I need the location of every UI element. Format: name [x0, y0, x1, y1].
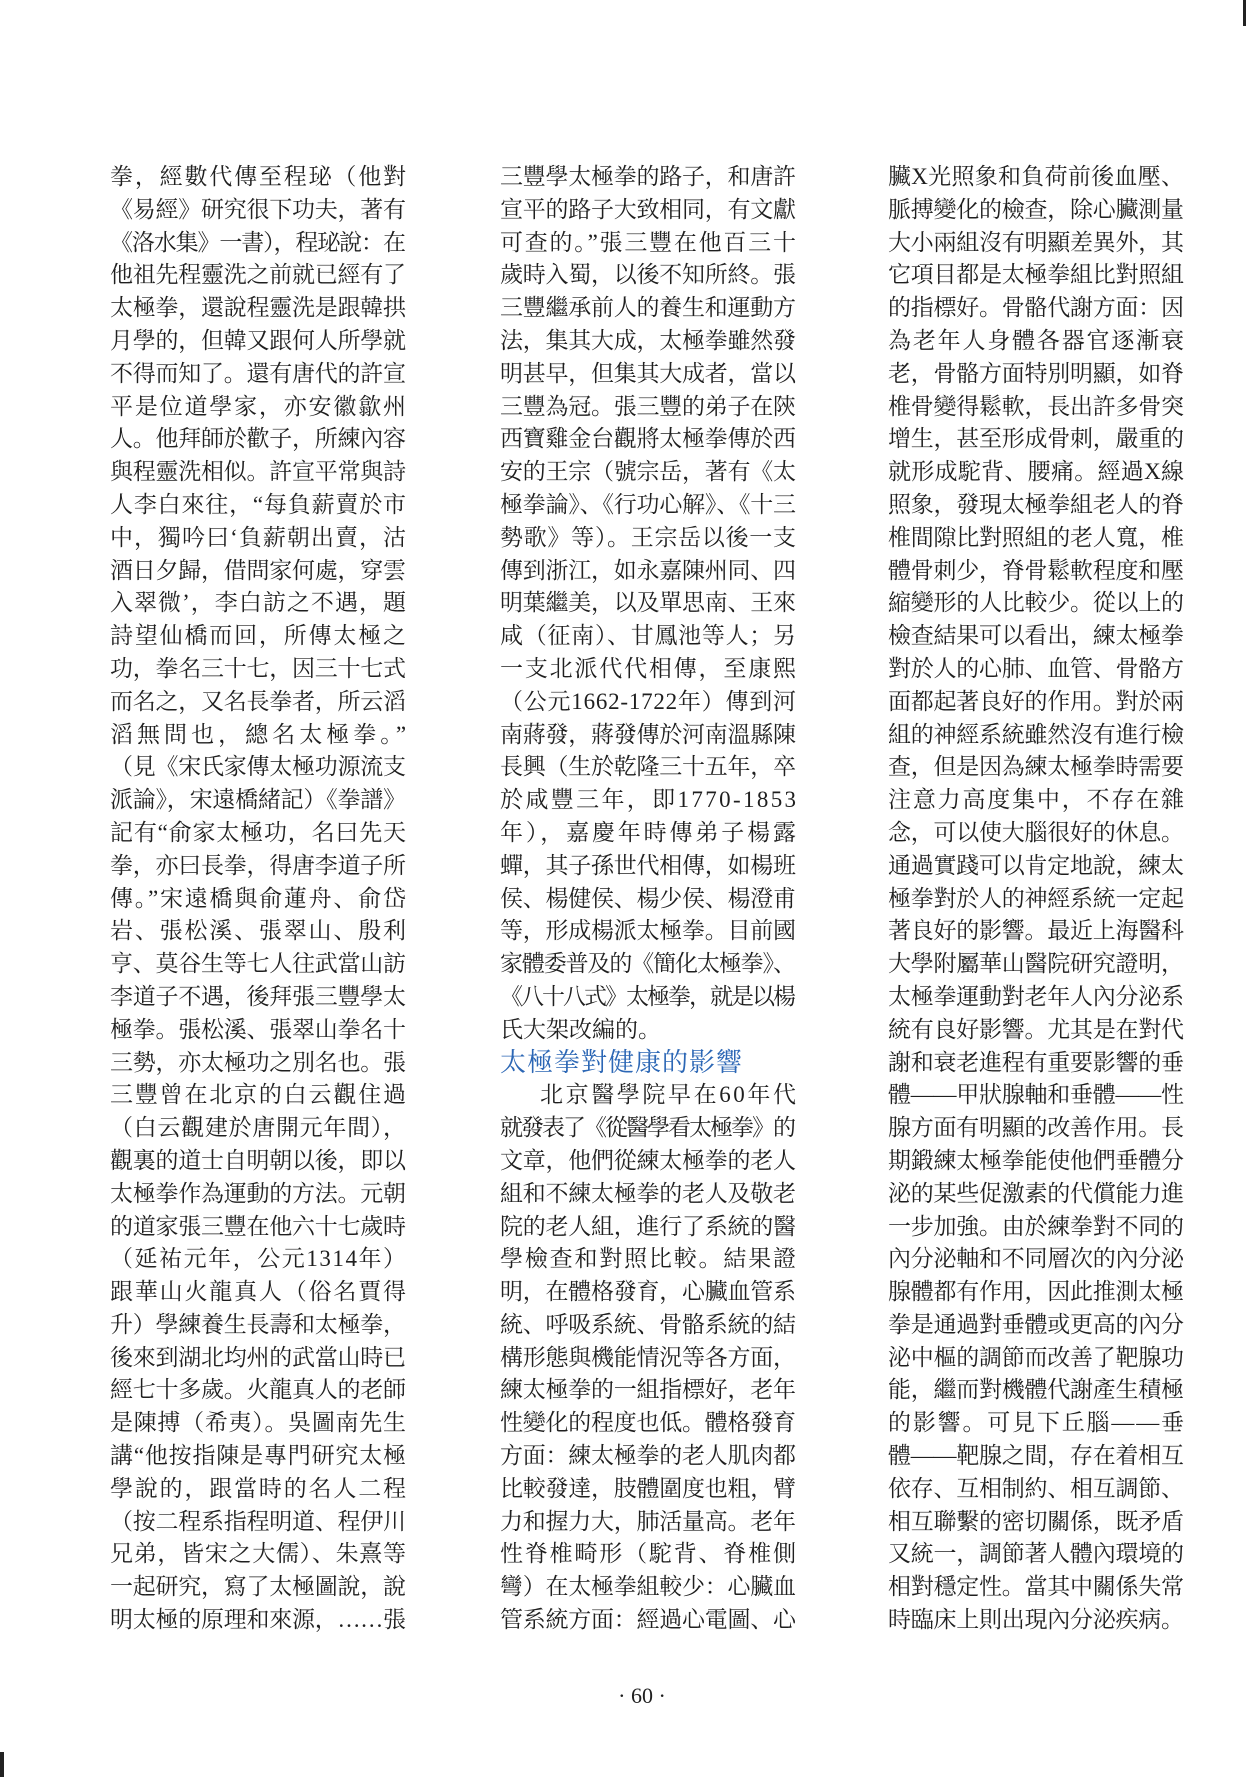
text-line: 《八十八式》太極拳，就是以楊: [500, 983, 794, 1009]
text-line: 能，繼而對機體代謝產生積極: [888, 1377, 1184, 1403]
text-line: 三豐曾在北京的白云觀住過: [110, 1082, 408, 1108]
page-number: · 60 ·: [618, 1683, 666, 1708]
text-line: 椎間隙比對照組的老人寬，椎: [888, 524, 1184, 550]
text-line: 泌中樞的調節而改善了靶腺功: [888, 1344, 1184, 1370]
text-line: 功，拳名三十七，因三十七式: [110, 655, 406, 681]
text-line: 等，形成楊派太極拳。目前國: [500, 918, 796, 944]
text-line: 法，集其大成，太極拳雖然發: [500, 327, 796, 353]
text-line: 《洛水集》一書），程珌說：在: [110, 229, 405, 255]
text-line: （白云觀建於唐開元年間），: [110, 1115, 407, 1141]
text-line: 注意力高度集中，不存在雜: [888, 787, 1186, 813]
text-line: 查，但是因為練太極拳時需要: [888, 754, 1184, 780]
text-line: 亨、莫谷生等七人往武當山訪: [110, 951, 406, 977]
paragraph: [500, 161, 799, 1047]
text-line: 一支北派代代相傳，至康熙: [500, 655, 798, 681]
text-line: 著良好的影響。最近上海醫科: [888, 918, 1184, 944]
text-line: 相對穩定性。當其中關係失常: [888, 1574, 1184, 1600]
text-line: 面都起著良好的作用。對於兩: [888, 688, 1184, 714]
text-line: 於咸豐三年，即1770-1853: [500, 787, 799, 813]
text-line: 跟華山火龍真人（俗名賈得: [110, 1279, 408, 1305]
text-line: 性變化的程度也低。體格發育: [500, 1410, 796, 1436]
text-line: 兄弟，皆宋之大儒）、朱熹等: [110, 1541, 407, 1567]
text-line: 組和不練太極拳的老人及敬老: [500, 1180, 796, 1206]
text-line: 學檢查和對照比較。結果證: [500, 1246, 798, 1272]
text-line: 腺方面有明顯的改善作用。長: [888, 1115, 1184, 1141]
text-line: 三豐為冠。張三豐的弟子在陝: [500, 393, 796, 419]
text-line: 極拳論》、《行功心解》、《十三: [500, 491, 796, 517]
text-line: 太極拳運動對老年人內分泌系: [888, 983, 1184, 1009]
text-line: 長興（生於乾隆三十五年，卒: [500, 754, 796, 780]
text-line: 後來到湖北均州的武當山時已: [110, 1344, 406, 1370]
text-line: （延祐元年，公元1314年）: [110, 1246, 408, 1272]
text-line: 安的王宗（號宗岳，著有《太: [500, 459, 796, 485]
text-line: 謝和衰老進程有重要影響的垂: [888, 1049, 1184, 1075]
text-line: 詩望仙橋而回，所傳太極之: [110, 623, 408, 649]
text-line: 臟X光照象和負荷前後血壓、: [888, 164, 1185, 189]
text-line: 他祖先程靈洗之前就已經有了: [110, 262, 406, 288]
text-line: 明太極的原理和來源，……張: [110, 1607, 406, 1633]
text-line: 檢查結果可以看出，練太極拳: [888, 623, 1184, 649]
text-line: 升）學練養生長壽和太極拳，: [110, 1311, 406, 1337]
text-line: 體骨刺少，脊骨鬆軟程度和壓: [888, 557, 1184, 583]
text-line: 人。他拜師於歡子，所練內容: [110, 426, 406, 452]
text-line: 椎骨變得鬆軟，長出許多骨突: [888, 393, 1184, 419]
text-column-left: [110, 161, 411, 1637]
text-line: 依存、互相制約、相互調節、: [888, 1475, 1184, 1501]
text-line: 傳到浙江，如永嘉陳州同、四: [500, 557, 796, 583]
text-line: 性脊椎畸形（駝背、脊椎側: [500, 1541, 798, 1567]
text-line: 歲時入蜀，以後不知所終。張: [500, 262, 796, 288]
text-line: 侯、楊健侯、楊少侯、楊澄甫: [500, 885, 796, 911]
text-line: 照象，發現太極拳組老人的脊: [888, 491, 1184, 517]
text-column-middle: [500, 161, 799, 1637]
text-line: 體——甲狀腺軸和垂體——性: [888, 1082, 1184, 1108]
text-line: 三豐繼承前人的養生和運動方: [500, 295, 796, 321]
text-line: （公元1662-1722年）傳到河: [500, 688, 797, 714]
text-line: 李道子不遇，後拜張三豐學太: [110, 983, 406, 1009]
text-line: 時臨床上則出現內分泌疾病。: [888, 1607, 1184, 1633]
text-line: 就形成駝背、腰痛。經過X線: [888, 459, 1185, 485]
text-line: 人李白來往，“每負薪賣於市: [110, 491, 407, 517]
text-line: 組的神經系統雖然沒有進行檢: [888, 721, 1184, 747]
text-line: 極拳對於人的神經系統一定起: [888, 885, 1184, 911]
text-line: 統、呼吸系統、骨骼系統的結: [500, 1311, 796, 1337]
text-line: 不得而知了。還有唐代的許宣: [110, 360, 406, 386]
text-line: 三豐學太極拳的路子，和唐許: [500, 164, 796, 189]
text-line: 院的老人組，進行了系統的醫: [500, 1213, 796, 1239]
text-line: 記有“俞家太極功，名曰先天: [110, 819, 407, 845]
text-line: 觀裏的道士自明朝以後，即以: [110, 1147, 406, 1173]
text-line: 的指標好。骨骼代謝方面：因: [888, 295, 1184, 321]
text-line: 就發表了《從醫學看太極拳》的: [500, 1115, 794, 1141]
text-line: 脈搏變化的檢查，除心臟測量: [888, 196, 1184, 222]
text-line: 期鍛練太極拳能使他們垂體分: [888, 1147, 1184, 1173]
text-line: （按二程系指程明道、程伊川: [110, 1508, 406, 1534]
text-line: 縮變形的人比較少。從以上的: [888, 590, 1184, 616]
text-line: 入翠微’，李白訪之不遇，題: [110, 590, 408, 616]
paragraph: [888, 161, 1184, 1637]
text-line: 的影響。可見下丘腦——垂: [888, 1410, 1186, 1436]
text-line: 極拳。張松溪、張翠山拳名十: [110, 1016, 406, 1042]
text-line: 明，在體格發育，心臟血管系: [500, 1279, 796, 1305]
text-line: 內分泌軸和不同層次的內分泌: [888, 1246, 1184, 1272]
text-line: 念，可以使大腦很好的休息。: [888, 819, 1184, 845]
text-line: 太極拳，還說程靈洗是跟韓拱: [110, 295, 406, 321]
text-line: 月學的，但韓又跟何人所學就: [110, 327, 406, 353]
text-line: 泌的某些促激素的代償能力進: [888, 1180, 1184, 1206]
text-line: 它項目都是太極拳組比對照組: [888, 262, 1184, 288]
paragraph: [110, 161, 411, 1637]
text-line: 體——靶腺之間，存在着相互: [888, 1443, 1184, 1469]
text-line: 岩、張松溪、張翠山、殷利: [110, 918, 408, 944]
text-line: 拳是通過對垂體或更高的內分: [888, 1311, 1184, 1337]
text-line: 管系統方面：經過心電圖、心: [500, 1607, 796, 1633]
text-line: 大小兩組沒有明顯差異外，其: [888, 229, 1184, 255]
text-line: 而名之，又名長拳者，所云滔: [110, 688, 406, 714]
text-line: 滔無問也，總名太極拳。”: [110, 721, 411, 747]
text-line: 為老年人身體各器官逐漸衰: [888, 327, 1186, 353]
text-line: 的道家張三豐在他六十七歲時: [110, 1213, 406, 1239]
text-line: 腺體都有作用，因此推測太極: [888, 1279, 1184, 1305]
text-line: 家體委普及的《簡化太極拳》、: [500, 951, 795, 977]
text-line: 傳。”宋遠橋與俞蓮舟、俞岱: [110, 885, 408, 911]
text-line: 構形態與機能情況等各方面，: [500, 1344, 796, 1370]
text-line: 拳，經數代傳至程珌（他對: [110, 164, 408, 189]
text-line: 氏大架改編的。: [500, 1016, 661, 1042]
text-line: 《易經》研究很下功夫，著有: [110, 196, 406, 222]
text-line: 可查的。”張三豐在他百三十: [500, 229, 798, 255]
text-line: 派論》，宋遠橋緒記）《拳譜》: [110, 787, 406, 813]
text-line: 咸（征南）、甘鳳池等人；另: [500, 623, 797, 649]
text-line: 力和握力大，肺活量高。老年: [500, 1508, 796, 1534]
text-line: 一步加強。由於練拳對不同的: [888, 1213, 1184, 1239]
text-line: 是陳搏（希夷）。吳圖南先生: [110, 1410, 407, 1436]
text-line: 講“他按指陳是專門研究太極: [110, 1443, 407, 1469]
scan-artifact-mark: [0, 1752, 4, 1777]
text-line: 拳，亦曰長拳，得唐李道子所: [110, 852, 406, 878]
text-line: 平是位道學家，亦安徽歙州: [110, 393, 408, 419]
text-line: 酒日夕歸，借問家何處，穿雲: [110, 557, 406, 583]
text-line: 練太極拳的一組指標好，老年: [500, 1377, 796, 1403]
text-line: 統有良好影響。尤其是在對代: [888, 1016, 1184, 1042]
text-line: 比較發達，肢體圍度也粗，臂: [500, 1475, 796, 1501]
text-line: 與程靈洗相似。許宣平常與詩: [110, 459, 406, 485]
text-line: 年），嘉慶年時傳弟子楊露: [500, 819, 799, 845]
text-line: 方面：練太極拳的老人肌肉都: [500, 1443, 796, 1469]
text-line: 蟬，其子孫世代相傳，如楊班: [500, 852, 796, 878]
scan-artifact-mark: [1243, 0, 1246, 26]
text-line: 太極拳作為運動的方法。元朝: [110, 1180, 406, 1206]
text-line: 北京醫學院早在60年代: [540, 1082, 799, 1108]
text-line: 通過實踐可以肯定地說，練太: [888, 852, 1184, 878]
text-line: 明葉繼美，以及單思南、王來: [500, 590, 796, 616]
text-line: 文章，他們從練太極拳的老人: [500, 1147, 796, 1173]
text-line: 一起研究，寫了太極圖說，說: [110, 1574, 406, 1600]
text-line: 大學附屬華山醫院研究證明，: [888, 951, 1184, 977]
text-line: （見《宋氏家傳太極功源流支: [110, 754, 406, 780]
text-line: 勢歌》等）。王宗岳以後一支: [500, 524, 797, 550]
text-line: 增生，甚至形成骨刺，嚴重的: [888, 426, 1184, 452]
text-line: 又統一，調節著人體內環境的: [888, 1541, 1184, 1567]
paragraph: [500, 1079, 799, 1637]
text-column-right: [888, 161, 1184, 1637]
text-line: 宣平的路子大致相同，有文獻: [500, 196, 796, 222]
text-line: 明甚早，但集其大成者，當以: [500, 360, 796, 386]
text-line: 中，獨吟曰‘負薪朝出賣，沽: [110, 524, 408, 550]
section-heading: 太極拳對健康的影響: [500, 1047, 744, 1077]
text-line: 老，骨骼方面特別明顯，如脊: [888, 360, 1184, 386]
text-line: 西寶雞金台觀將太極拳傳於西: [500, 426, 796, 452]
text-line: 經七十多歲。火龍真人的老師: [110, 1377, 406, 1403]
text-line: 三勢，亦太極功之別名也。張: [110, 1049, 406, 1075]
text-line: 相互聯繫的密切關係，既矛盾: [888, 1508, 1184, 1534]
text-line: 學說的，跟當時的名人二程: [110, 1475, 408, 1501]
text-line: 彎）在太極拳組較少：心臟血: [500, 1574, 796, 1600]
text-line: 對於人的心肺、血管、骨骼方: [888, 655, 1184, 681]
text-line: 南蔣發，蔣發傳於河南溫縣陳: [500, 721, 796, 747]
